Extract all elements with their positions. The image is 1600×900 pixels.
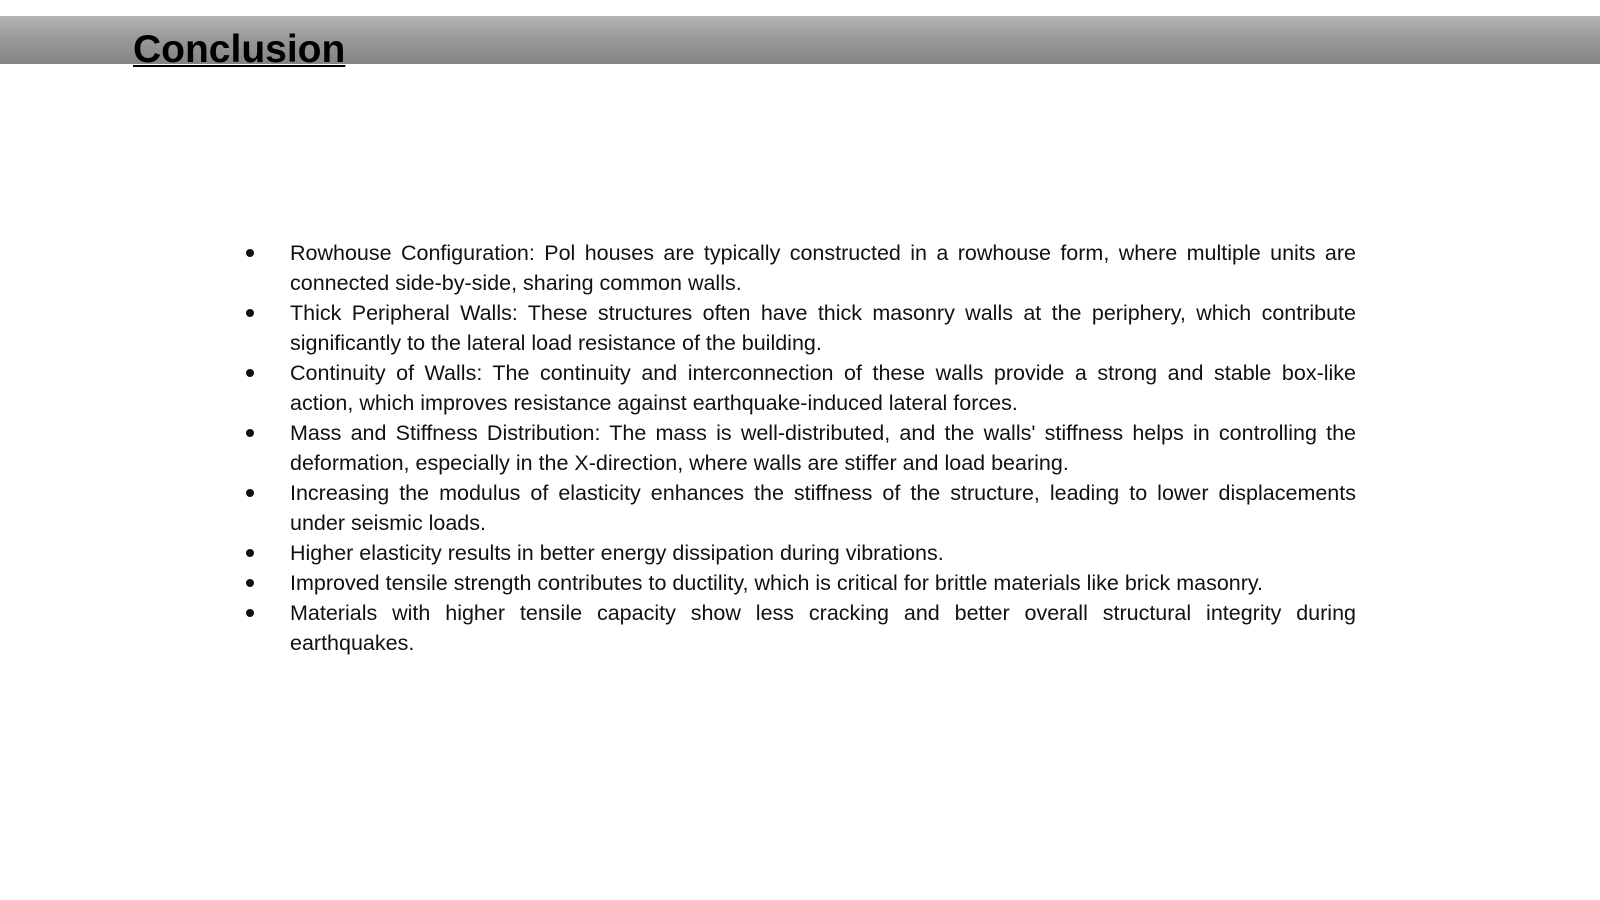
bullet-item-rowhouse-configuration xyxy=(244,238,1356,298)
bullet-text: Thick Peripheral Walls: These structures often have thick masonry walls at the periphery, which contribute significantly to the lateral load resistance of the building. xyxy=(290,301,1356,355)
bullet-text: Higher elasticity results in better energy dissipation during vibrations. xyxy=(290,541,944,565)
bullet-item-energy-dissipation xyxy=(244,538,1356,568)
bullet-item-continuity-of-walls xyxy=(244,358,1356,418)
slide-title: Conclusion xyxy=(133,28,346,71)
bullet-item-mass-and-stiffness xyxy=(244,418,1356,478)
bullet-text: Rowhouse Configuration: Pol houses are typically constructed in a rowhouse form, where multiple units are connected side-by-side, sharing common walls. xyxy=(290,241,1356,295)
bullet-dot-icon xyxy=(246,489,254,497)
bullet-item-tensile-strength xyxy=(244,568,1356,598)
bullet-text: Improved tensile strength contributes to ductility, which is critical for brittle materials like brick masonry. xyxy=(290,571,1264,595)
bullet-text: Continuity of Walls: The continuity and interconnection of these walls provide a strong and stable box-like action, which improves resistance against earthquake-induced lateral forces. xyxy=(290,361,1356,415)
bullet-dot-icon xyxy=(246,579,254,587)
bullet-dot-icon xyxy=(246,309,254,317)
bullet-item-tensile-capacity xyxy=(244,598,1356,658)
bullet-text: Materials with higher tensile capacity show less cracking and better overall structural integrity during earthquakes. xyxy=(290,601,1356,655)
bullet-item-modulus-of-elasticity xyxy=(244,478,1356,538)
bullet-dot-icon xyxy=(246,429,254,437)
bullet-dot-icon xyxy=(246,249,254,257)
bullet-text: Mass and Stiffness Distribution: The mass is well-distributed, and the walls' stiffness helps in controlling the deformation, especially in the X-direction, where walls are stiffer and load bearing. xyxy=(290,421,1356,475)
bullet-dot-icon xyxy=(246,369,254,377)
bullet-dot-icon xyxy=(246,549,254,557)
bullet-item-thick-peripheral-walls xyxy=(244,298,1356,358)
title-bar xyxy=(0,16,1600,71)
bullet-dot-icon xyxy=(246,609,254,617)
bullet-list xyxy=(244,238,1356,658)
bullet-text: Increasing the modulus of elasticity enhances the stiffness of the structure, leading to lower displacements under seismic loads. xyxy=(290,481,1356,535)
